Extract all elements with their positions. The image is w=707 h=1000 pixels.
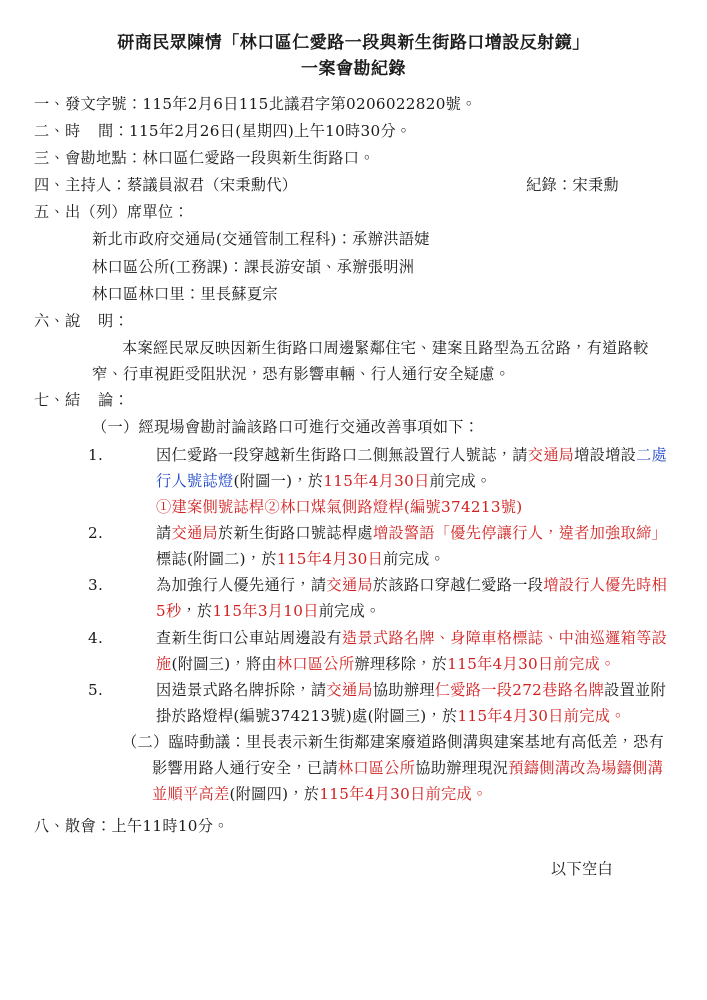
place-label: 三、會勘地點： [34, 148, 143, 167]
conclusion-list-item [34, 572, 673, 624]
attendees-label: 五、出（列）席單位： [34, 203, 189, 222]
adjourn-label: 八、散會： [34, 817, 112, 836]
time-label-prefix: 二、時 [34, 121, 81, 140]
conclusion-list-item [34, 520, 673, 572]
attendee-line-text: 林口區公所(工務課)：課長游安頡、承辦張明洲 [92, 257, 415, 276]
text-run: 增設增設 [574, 445, 637, 464]
list-item-number: 4. [88, 628, 104, 647]
document-title [34, 30, 673, 83]
text-run: 於該路口穿越仁愛路一段 [372, 576, 544, 595]
document-body [34, 91, 673, 882]
list-item-number: 5. [88, 680, 104, 699]
text-run: ① [156, 497, 172, 516]
text-run: 交通局 [171, 523, 218, 542]
text-run: (附圖一)，於 [233, 471, 324, 490]
title-line-2: 一案會勘紀錄 [301, 59, 406, 80]
conclusion-sub1-head: （一）經現場會勘討論該路口可進行交通改善事項如下： [92, 418, 480, 437]
time-label-suffix: 間： [98, 121, 129, 140]
text-run: 建案側號誌桿 [171, 497, 265, 516]
text-run: 前完成。 [318, 602, 381, 621]
attendee-line-text: 新北市政府交通局(交通管制工程科)：承辦洪語婕 [92, 230, 430, 249]
host-label: 四、主持人： [34, 176, 127, 195]
text-run: ② [264, 497, 280, 516]
attendee-line [34, 281, 673, 307]
attendee-line [34, 226, 673, 252]
text-run: 交通局 [527, 445, 575, 464]
text-run: 因造景式路名牌拆除，請 [156, 680, 327, 699]
host-row [34, 172, 673, 198]
text-run: 設置並附掛於路燈桿(編號374213號)處(附圖三)，於 [156, 680, 667, 725]
text-run: 115年4月30日 [276, 550, 384, 569]
text-run: 預鑄側溝改為場鑄側溝並順平高差 [152, 759, 664, 804]
text-run: 林口煤氣側路燈桿(編號374213號) [279, 497, 523, 516]
text-run: 協助辦理 [372, 680, 435, 699]
doc-number-value: 115年2月6日115北議君字第0206022820號。 [142, 94, 477, 113]
doc-number-label: 一、發文字號： [34, 94, 143, 113]
attendee-line-text: 林口區林口里：里長蘇夏宗 [92, 284, 278, 303]
text-run: 二處行人號誌燈 [156, 445, 668, 490]
conclusion-list-item [34, 677, 673, 729]
text-run: 協助辦理現況 [415, 759, 509, 778]
place-value: 林口區仁愛路一段與新生街路口。 [142, 148, 375, 167]
conclusion-label-prefix: 七、結 [34, 391, 81, 410]
conclusion-sub2 [34, 729, 673, 807]
conclusion-label-row [34, 387, 673, 413]
title-line-1: 研商民眾陳情「林口區仁愛路一段與新生街路口增設反射鏡」 [117, 33, 590, 53]
text-run: 查新生街口公車站周邊設有 [156, 628, 342, 647]
text-run: 115年3月10日 [212, 602, 319, 621]
text-run: 仁愛路一段272巷路名牌 [434, 680, 605, 699]
time-row [34, 118, 673, 144]
text-run: 115年4月30日前完成。 [319, 785, 488, 804]
list-item-number: 3. [88, 576, 104, 595]
text-run: 交通局 [326, 680, 373, 699]
text-run: 為加強行人優先通行，請 [156, 576, 327, 595]
list-item-number: 1. [88, 445, 104, 464]
text-run: 交通局 [326, 576, 373, 595]
explain-paragraph: 本案經民眾反映因新生街路口周邊緊鄰住宅、建案且路型為五岔路，有道路較窄、行車視距受阻狀況，恐有影響車輛、行人通行安全疑慮。 [92, 338, 649, 384]
text-run: ，於 [181, 602, 213, 621]
adjourn-row [34, 813, 673, 839]
text-run: 請 [156, 523, 172, 542]
text-run: 標誌(附圖二)，於 [156, 550, 277, 569]
conclusion-list [34, 442, 673, 730]
text-run: 115年4月30日 [323, 471, 430, 490]
text-run: 115年4月30日前完成。 [457, 706, 626, 725]
text-run: 林口區公所 [276, 654, 355, 673]
adjourn-value: 上午11時10分。 [111, 817, 229, 836]
attendee-line [34, 254, 673, 280]
text-run: 前完成。 [429, 471, 492, 490]
explain-label-prefix: 六、說 [34, 311, 81, 330]
text-run: (附圖三)，將由 [171, 654, 277, 673]
place-row [34, 145, 673, 171]
closing-note: 以下空白 [551, 859, 613, 878]
doc-number-row [34, 91, 673, 117]
time-value: 115年2月26日(星期四)上午10時30分。 [128, 121, 412, 140]
text-run: （二）臨時動議：里長表示新生街鄰建案廢道路側溝與建案基地有高低差，恐有影響用路人通行安全，已請 [122, 733, 665, 778]
list-item-number: 2. [88, 523, 104, 542]
attendees-label-row [34, 199, 673, 225]
text-run: 增設行人優先時相5秒 [156, 576, 668, 621]
host-value: 蔡議員淑君（宋秉勳代） [126, 176, 298, 195]
conclusion-label-suffix: 論： [98, 391, 129, 410]
text-run: (附圖四)，於 [229, 785, 320, 804]
text-run: 林口區公所 [337, 759, 416, 778]
recorder-note: 紀錄：宋秉勳 [526, 176, 619, 195]
text-run: 於新生街路口號誌桿處 [217, 523, 373, 542]
text-run: 辦理移除，於 [354, 654, 448, 673]
text-run: 前完成。 [383, 550, 446, 569]
text-run: 增設警語「優先停讓行人，違者加強取締」 [372, 523, 668, 542]
conclusion-list-item [34, 442, 673, 520]
conclusion-list-item [34, 625, 673, 677]
list-item-extra [156, 498, 523, 516]
text-run: 因仁愛路一段穿越新生街路口二側無設置行人號誌，請 [156, 445, 528, 464]
text-run: 造景式路名牌、身障車格標誌、中油巡邏箱等設施 [156, 628, 668, 673]
explain-label-suffix: 明： [98, 311, 129, 330]
explain-label-row [34, 308, 673, 334]
text-run: 115年4月30日前完成。 [447, 654, 616, 673]
